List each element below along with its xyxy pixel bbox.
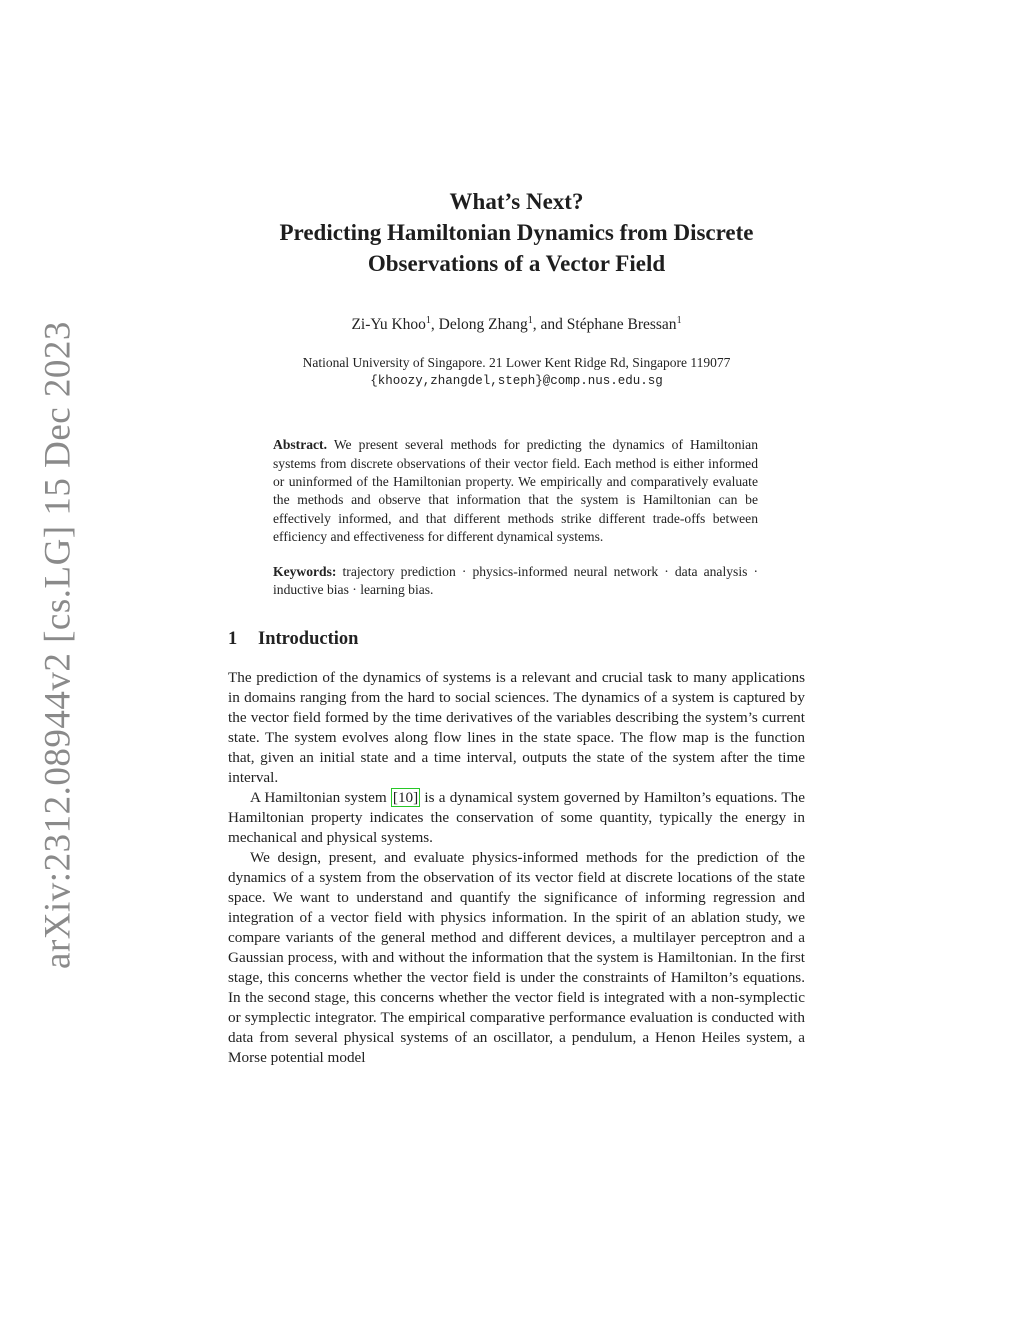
section-body (228, 668, 805, 1068)
author-affiliation-mark: 1 (676, 315, 682, 326)
title-line-1: What’s Next? (449, 189, 584, 214)
paragraph: The prediction of the dynamics of systems is a relevant and crucial task to many applications in domains ranging from the hard to social sciences. The dynamics of a system is captured by the vector field formed by the time derivatives of the variables describing the system’s current state. The system evolves along flow lines in the state space. The flow map is the function that, given an initial state and a time interval, outputs the state of the system after the time interval. (228, 669, 805, 787)
paper-page (228, 186, 805, 1068)
citation-link[interactable]: [10] (392, 789, 419, 807)
author-affiliation-mark: 1 (425, 315, 431, 326)
author-separator: , and (532, 316, 567, 334)
paragraph-text: A Hamiltonian system (250, 789, 391, 807)
section-title: Introduction (258, 629, 359, 650)
title-line-3: Observations of a Vector Field (367, 251, 666, 276)
affiliation-block (228, 353, 805, 391)
keywords-text: trajectory prediction · physics-informed neural network · data analysis · inductive bias · learning bias. (273, 563, 758, 597)
paper-title (228, 186, 805, 279)
author-affiliation-mark: 1 (527, 315, 533, 326)
author-name: Zi-Yu Khoo (351, 316, 426, 334)
author-name: Stéphane Bressan (566, 316, 677, 334)
affiliation-text: National University of Singapore. 21 Lower Kent Ridge Rd, Singapore 119077 (302, 355, 731, 371)
author-list (228, 315, 805, 334)
keywords-label: Keywords: (273, 563, 337, 579)
abstract-label: Abstract. (273, 437, 327, 453)
paragraph-text: is a dynamical system governed by Hamilton’s equations. The Hamiltonian property indicates the conservation of some quantity, typically the energy in mechanical and physical systems. (228, 789, 805, 847)
abstract (273, 436, 758, 546)
paragraph: We design, present, and evaluate physics-informed methods for the prediction of the dynamics of a system from the observation of its vector field at discrete locations of the state space. We want to understand and quantify the significance of informing regression and integration of a vector field with physics information. In the spirit of an ablation study, we compare variants of the general method and different devices, a multilayer perceptron and a Gaussian process, with and without the information that the system is Hamiltonian. In the first stage, this concerns whether the vector field is under the constraints of Hamilton’s equations. In the second stage, this concerns whether the vector field is integrated with a non-symplectic or symplectic integrator. The empirical comparative performance evaluation is conducted with data from several physical systems of an oscillator, a pendulum, a Henon Heiles system, a Morse potential model (228, 849, 805, 1067)
arxiv-identifier: arXiv:2312.08944v2 [cs.LG] 15 Dec 2023 (37, 321, 79, 969)
author-separator: , (430, 316, 439, 334)
title-line-2: Predicting Hamiltonian Dynamics from Discrete (279, 220, 754, 245)
paragraph (228, 788, 805, 848)
author-emails: {khoozy,zhangdel,steph}@comp.nus.edu.sg (370, 374, 663, 389)
section-heading (228, 629, 805, 650)
author-name: Delong Zhang (438, 316, 528, 334)
keywords (273, 563, 758, 600)
abstract-text: We present several methods for predicting the dynamics of Hamiltonian systems from discrete observations of their vector field. Each method is either informed or uninformed of the Hamiltonian property. We empirically and comparatively evaluate the methods and observe that information that the system is Hamiltonian can be effectively informed, and that different methods strike different trade-offs between efficiency and effectiveness for different dynamical systems. (273, 437, 758, 545)
section-number: 1 (228, 629, 238, 650)
